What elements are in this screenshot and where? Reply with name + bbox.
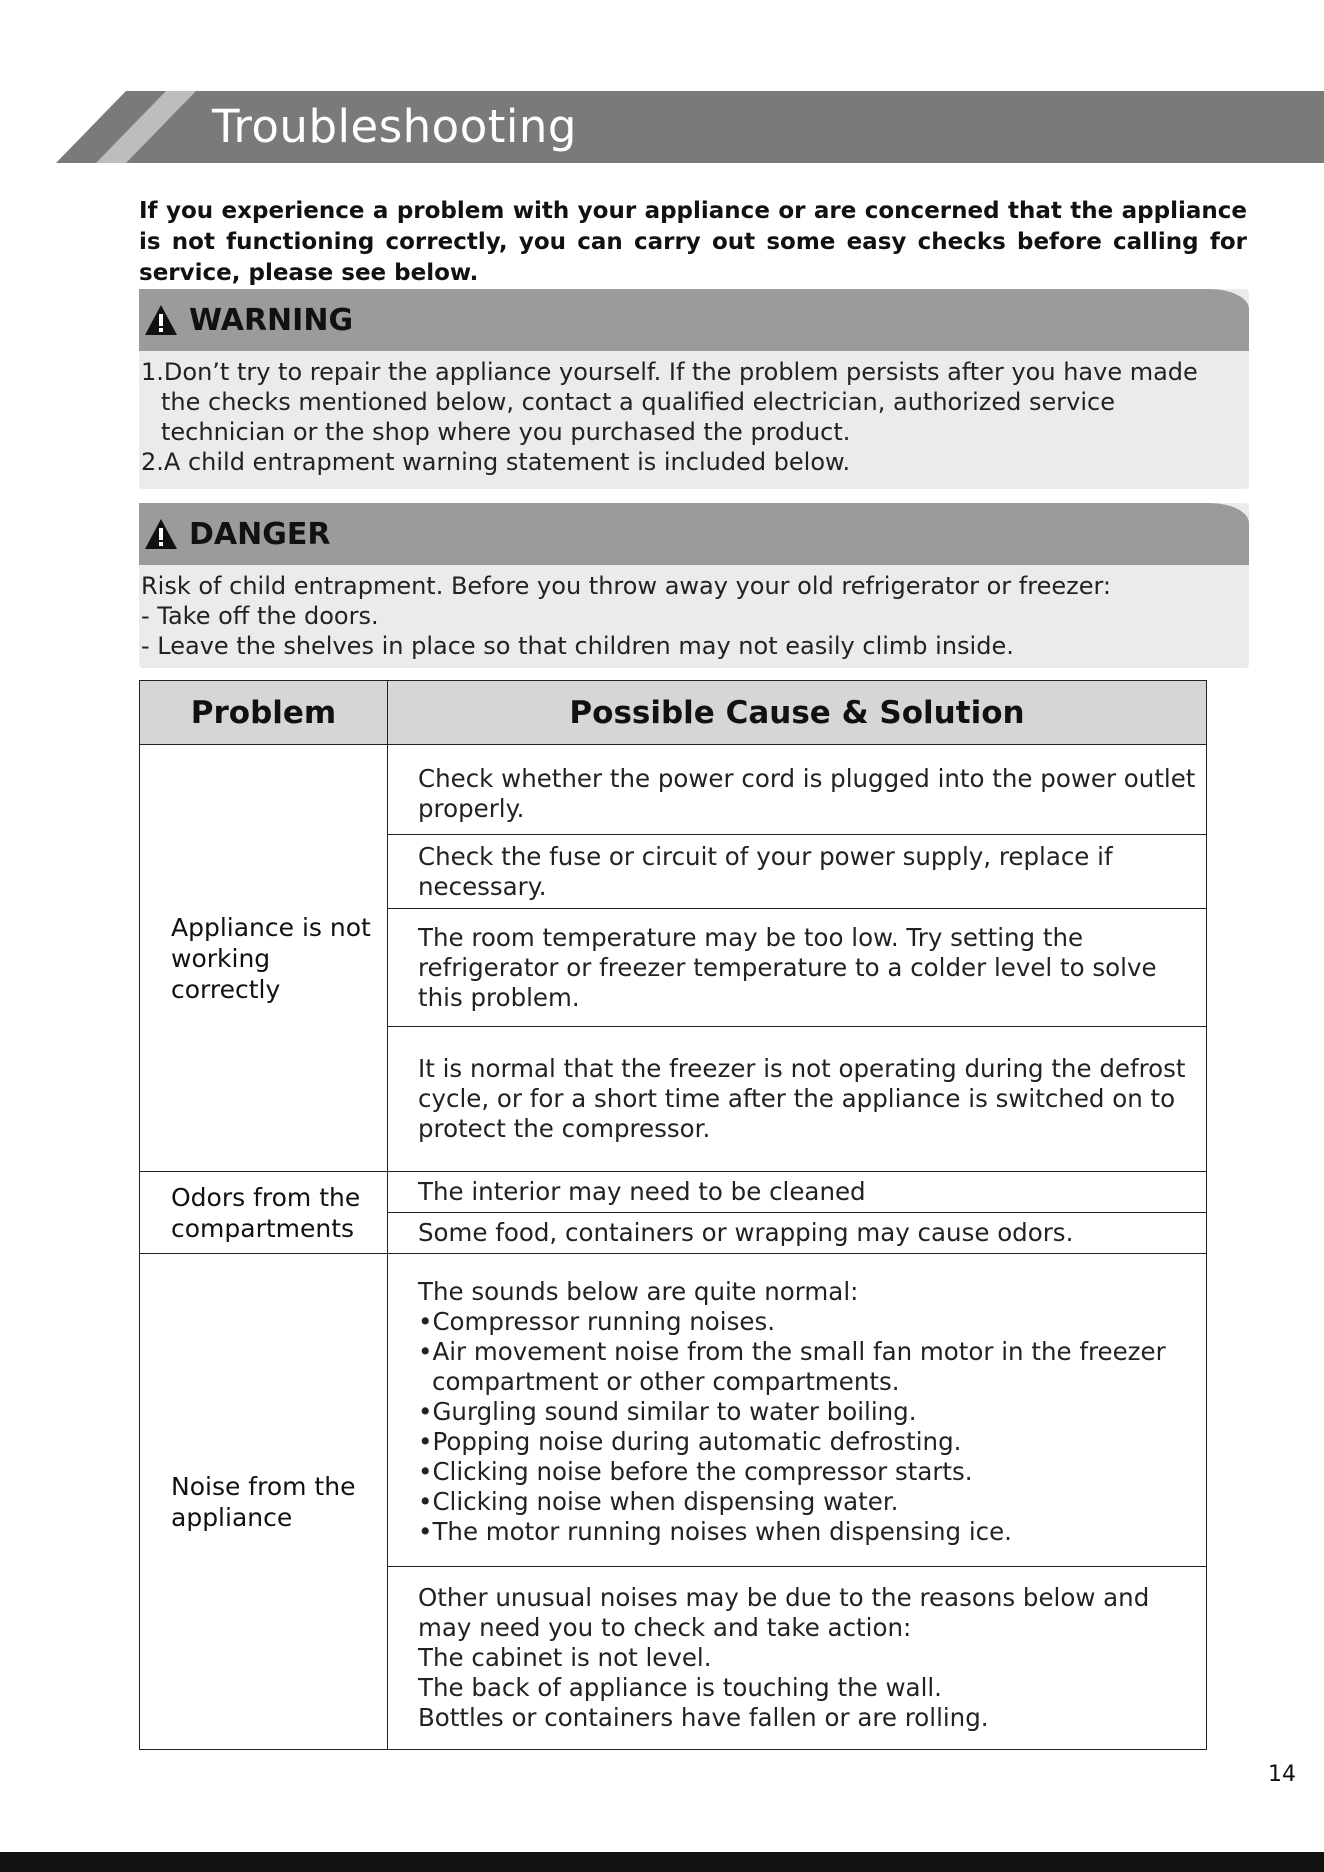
warning-line: the checks mentioned below, contact a qualified electrician, authorized service	[161, 388, 1115, 416]
solution-line: Other unusual noises may be due to the reasons below and	[418, 1583, 1150, 1612]
problem-cell: Appliance is not working correctly	[140, 745, 388, 1172]
column-header-solution: Possible Cause & Solution	[388, 681, 1207, 745]
bullet-item: •Clicking noise when dispensing water.	[418, 1487, 899, 1516]
solution-cell: Some food, containers or wrapping may cause odors.	[388, 1213, 1207, 1254]
danger-callout	[139, 503, 1249, 668]
bullet-item: •Compressor running noises.	[418, 1307, 775, 1336]
solution-line: The back of appliance is touching the wall.	[418, 1673, 942, 1702]
solution-cell: Check whether the power cord is plugged into the power outlet properly.	[388, 745, 1207, 835]
warning-icon	[143, 516, 179, 552]
bullet-item: compartment or other compartments.	[432, 1367, 900, 1396]
danger-line: - Take off the doors.	[141, 602, 379, 630]
danger-line: - Leave the shelves in place so that children may not easily climb inside.	[141, 632, 1014, 660]
solution-cell: The room temperature may be too low. Try setting the refrigerator or freezer temperature to a colder level to solve this problem.	[388, 909, 1207, 1027]
problem-cell: Odors from the compartments	[140, 1172, 388, 1254]
bullet-item: •Gurgling sound similar to water boiling.	[418, 1397, 917, 1426]
solution-line: The cabinet is not level.	[418, 1643, 712, 1672]
page-title: Troubleshooting	[212, 100, 577, 153]
warning-body	[139, 351, 1249, 483]
solution-cell	[388, 1254, 1207, 1567]
solution-cell	[388, 1567, 1207, 1750]
bullet-item: •Popping noise during automatic defrosting.	[418, 1427, 962, 1456]
solution-cell: It is normal that the freezer is not operating during the defrost cycle, or for a short time after the appliance is switched on to protect the compressor.	[388, 1027, 1207, 1172]
solution-line: The sounds below are quite normal:	[418, 1277, 859, 1306]
page-number: 14	[1268, 1762, 1296, 1787]
solution-cell: Check the fuse or circuit of your power supply, replace if necessary.	[388, 835, 1207, 909]
column-header-problem: Problem	[140, 681, 388, 745]
bullet-item: •The motor running noises when dispensing ice.	[418, 1517, 1012, 1546]
danger-header	[139, 503, 1249, 565]
table-row	[140, 1254, 1207, 1567]
problem-cell: Noise from the appliance	[140, 1254, 388, 1750]
warning-header	[139, 289, 1249, 351]
troubleshooting-table	[139, 680, 1207, 1750]
solution-cell: The interior may need to be cleaned	[388, 1172, 1207, 1213]
footer-bar	[0, 1852, 1324, 1872]
bullet-item: •Clicking noise before the compressor starts.	[418, 1457, 973, 1486]
warning-callout	[139, 289, 1249, 489]
intro-paragraph: If you experience a problem with your appliance or are concerned that the appliance is not functioning correctly, you can carry out some easy checks before calling for service, please see below.	[139, 198, 1247, 286]
warning-icon	[143, 302, 179, 338]
warning-title: WARNING	[189, 302, 354, 338]
warning-line: 1.Don’t try to repair the appliance yourself. If the problem persists after you have made	[141, 358, 1198, 386]
warning-line: 2.A child entrapment warning statement is included below.	[141, 448, 851, 476]
solution-line: Bottles or containers have fallen or are rolling.	[418, 1703, 989, 1732]
solution-line: may need you to check and take action:	[418, 1613, 912, 1642]
warning-line: technician or the shop where you purchased the product.	[161, 418, 851, 446]
bullet-item: •Air movement noise from the small fan motor in the freezer	[418, 1337, 1166, 1366]
danger-title: DANGER	[189, 516, 331, 552]
table-header-row	[140, 681, 1207, 745]
table-row	[140, 745, 1207, 835]
table-row	[140, 1172, 1207, 1213]
danger-line: Risk of child entrapment. Before you throw away your old refrigerator or freezer:	[141, 572, 1112, 600]
danger-body	[139, 565, 1249, 667]
